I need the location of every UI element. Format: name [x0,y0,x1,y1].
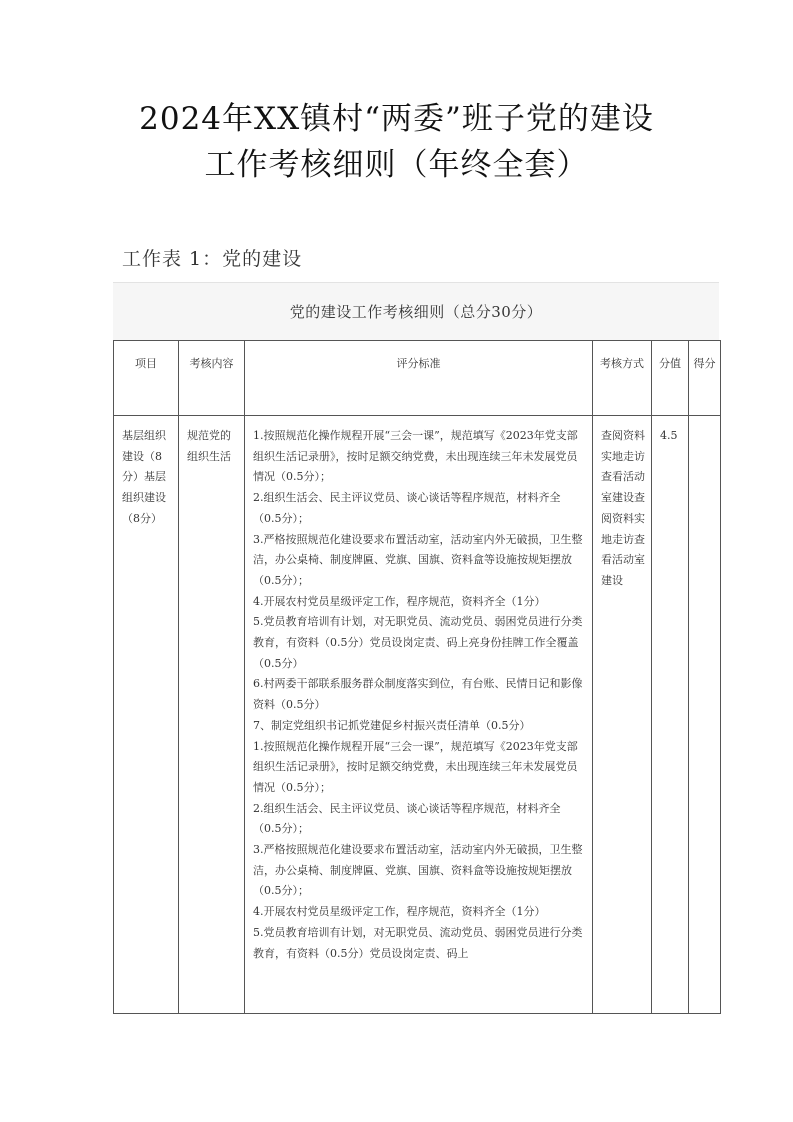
cell-content: 规范党的组织生活 [179,416,245,1014]
criteria-item: 6.村两委干部联系服务群众制度落实到位，有台账、民情日记和影像资料（0.5分） [253,677,583,712]
worksheet-heading: 工作表 1：党的建设 [122,248,303,270]
criteria-item: 3.严格按照规范化建设要求布置活动室，活动室内外无破损，卫生整洁，办公桌椅、制度牌匾、党旗、国旗、资料盒等设施按规矩摆放（0.5分）； [253,843,583,898]
cell-item: 基层组织建设（8分）基层组织建设（8分） [114,416,179,1014]
assessment-table [113,340,721,1014]
table-caption: 党的建设工作考核细则（总分30分） [113,282,719,341]
document-title [60,96,733,188]
criteria-item: 4.开展农村党员星级评定工作，程序规范，资料齐全（1分） [253,594,546,608]
criteria-item: 7、制定党组织书记抓党建促乡村振兴责任清单（0.5分） [253,718,531,732]
header-score: 得分 [689,341,721,416]
table-row [114,416,721,1014]
title-line-1: 2024年XX镇村“两委”班子党的建设 [139,101,654,137]
cell-points: 4.5 [652,416,689,1014]
criteria-item: 3.严格按照规范化建设要求布置活动室，活动室内外无破损，卫生整洁，办公桌椅、制度牌匾、党旗、国旗、资料盒等设施按规矩摆放（0.5分）； [253,532,583,587]
cell-method: 查阅资料实地走访查看活动室建设查阅资料实地走访查看活动室建设 [593,416,652,1014]
criteria-item: 2.组织生活会、民主评议党员、谈心谈话等程序规范，材料齐全（0.5分）； [253,801,561,836]
header-method: 考核方式 [593,341,652,416]
criteria-item: 4.开展农村党员星级评定工作，程序规范，资料齐全（1分） [253,905,546,919]
cell-criteria [245,416,593,1014]
criteria-item: 1.按照规范化操作规程开展“三会一课”，规范填写《2023年党支部组织生活记录册》，按时足额交纳党费，未出现连续三年未发展党员情况（0.5分）； [253,739,578,794]
criteria-item: 2.组织生活会、民主评议党员、谈心谈话等程序规范，材料齐全（0.5分）； [253,491,561,525]
header-points: 分值 [652,341,689,416]
title-line-2: 工作考核细则（年终全套） [204,147,589,183]
criteria-item: 5.党员教育培训有计划，对无职党员、流动党员、弱困党员进行分类教育，有资料（0.5分）党员设岗定责、码上 [253,925,583,960]
criteria-list [245,416,592,1011]
criteria-item: 1.按照规范化操作规程开展“三会一课”，规范填写《2023年党支部组织生活记录册》，按时足额交纳党费，未出现连续三年未发展党员情况（0.5分）； [253,429,578,484]
table-header-row [114,341,721,416]
header-content: 考核内容 [179,341,245,416]
header-item: 项目 [114,341,179,416]
criteria-item: 5.党员教育培训有计划，对无职党员、流动党员、弱困党员进行分类教育，有资料（0.5分）党员设岗定责、码上亮身份挂牌工作全覆盖（0.5分） [253,615,583,670]
header-criteria: 评分标准 [245,341,593,416]
cell-score [689,416,721,1014]
